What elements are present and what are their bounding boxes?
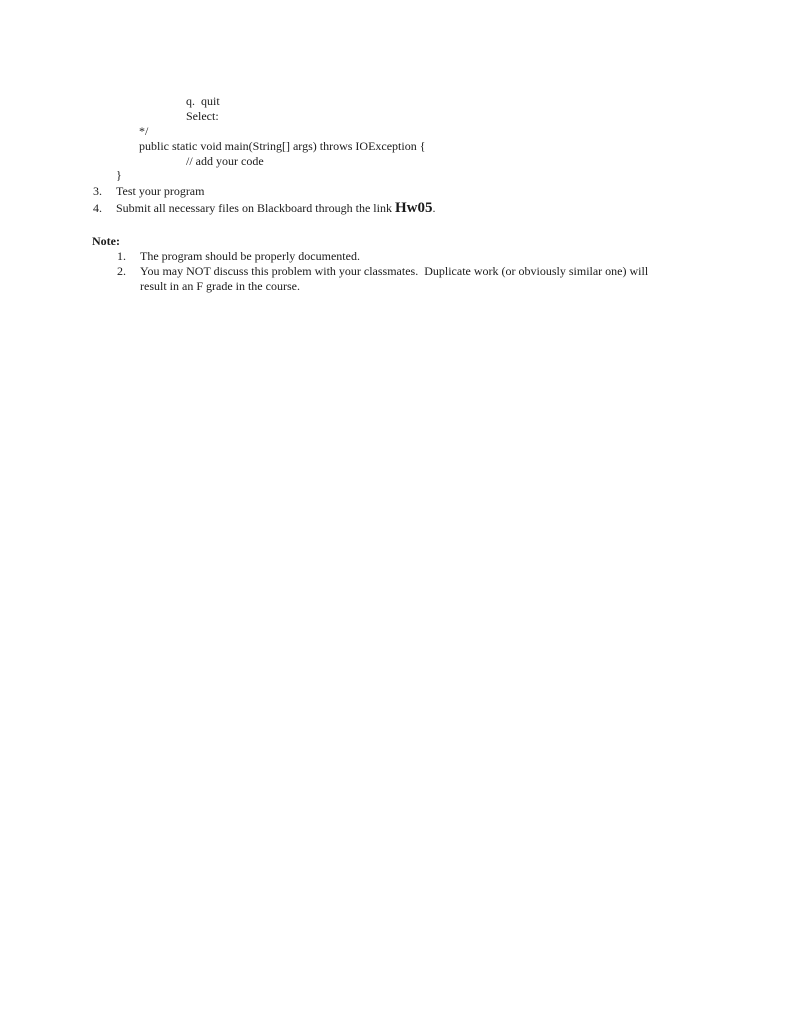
step-4-trailing: . [432, 201, 436, 215]
comment-close-line: */ [139, 124, 149, 138]
note-item-2-text: You may NOT discuss this problem with your classmates. Duplicate work (or obviously similar one) will [140, 264, 649, 278]
step-4-text: Submit all necessary files on Blackboard through the link [116, 201, 395, 215]
step-4-line [116, 201, 435, 215]
note-heading: Note: [92, 234, 120, 248]
step-3-text: Test your program [116, 184, 205, 198]
hw05-link[interactable]: Hw05 [394, 200, 433, 216]
note-item-1-number: 1. [117, 249, 126, 263]
main-signature-line: public static void main(String[] args) throws IOException { [139, 139, 426, 153]
add-code-comment-line: // add your code [186, 154, 264, 168]
step-4-number: 4. [93, 201, 102, 215]
note-item-2-number: 2. [117, 264, 126, 278]
note-item-1-text: The program should be properly documented. [140, 249, 360, 263]
step-3-number: 3. [93, 184, 102, 198]
note-item-2-continuation: result in an F grade in the course. [140, 279, 300, 293]
select-prompt-line: Select: [186, 109, 219, 123]
closing-brace-line: } [116, 168, 122, 182]
menu-quit-line: q. quit [186, 94, 220, 108]
